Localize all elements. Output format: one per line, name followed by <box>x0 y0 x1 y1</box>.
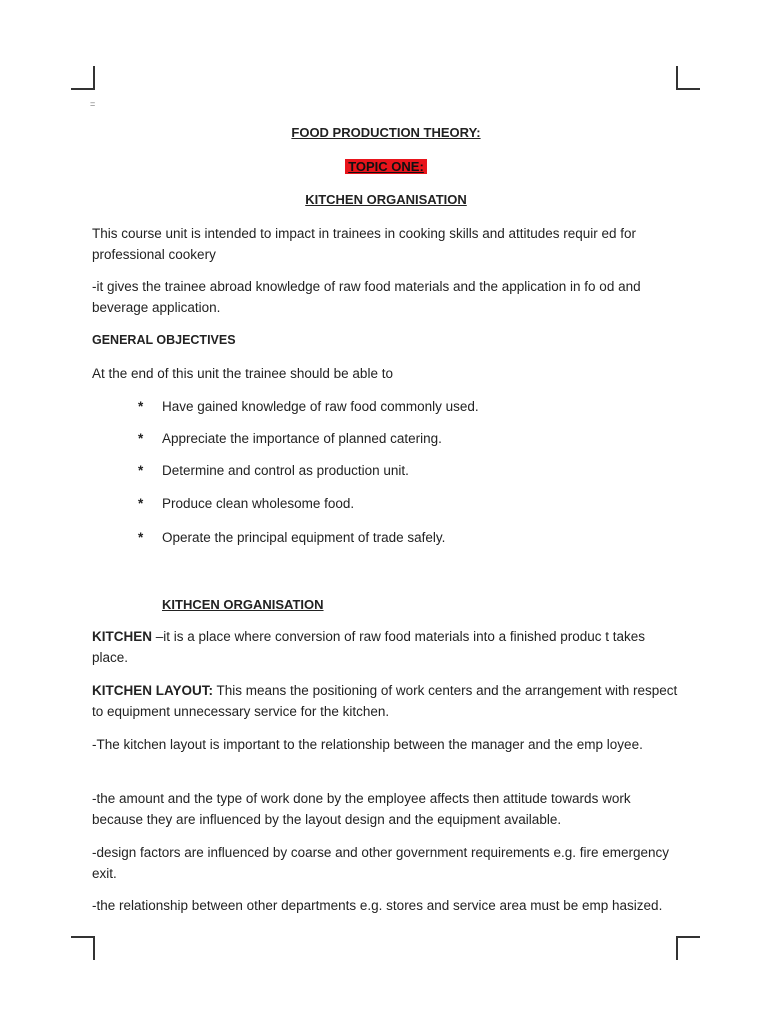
list-item <box>138 494 678 514</box>
topic-label-wrapper <box>92 158 680 176</box>
layout-point-1: -The kitchen layout is important to the relationship between the manager and the emp loyee. <box>92 737 643 752</box>
page-mark: = <box>90 99 96 109</box>
subsection-heading: KITHCEN ORGANISATION <box>162 597 324 612</box>
list-item <box>138 461 678 481</box>
list-item <box>138 397 678 417</box>
topic-label: TOPIC ONE: <box>345 159 427 174</box>
bullet-icon: * <box>138 431 144 446</box>
layout-point-3: -design factors are influenced by coarse and other government requirements e.g. fire emergency exit. <box>92 845 670 881</box>
list-item-text: Produce clean wholesome food. <box>162 496 355 511</box>
crop-mark-bottom-left <box>71 936 95 960</box>
kitchen-layout-text: This means the positioning of work centers and the arrangement with respect to equipment unnecessary service for the kitchen. <box>92 683 678 719</box>
kitchen-layout-definition <box>92 680 680 722</box>
list-item-text: Have gained knowledge of raw food commonly used. <box>162 399 479 414</box>
section-heading: KITCHEN ORGANISATION <box>305 192 467 207</box>
crop-mark-top-left <box>71 66 95 90</box>
intro-paragraph-1: This course unit is intended to impact in trainees in cooking skills and attitudes requir ed for professional cookery <box>92 226 637 262</box>
document-title: FOOD PRODUCTION THEORY: <box>291 125 481 140</box>
kitchen-layout-term: KITCHEN LAYOUT: <box>92 683 214 698</box>
list-item-text: Operate the principal equipment of trade safely. <box>162 530 446 545</box>
list-item <box>138 528 678 548</box>
kitchen-definition <box>92 626 680 668</box>
layout-point-2: -the amount and the type of work done by the employee affects then attitude towards work because they are influenced by the layout design and the equipment available. <box>92 791 631 827</box>
list-item <box>138 429 678 449</box>
bullet-icon: * <box>138 463 144 478</box>
bullet-icon: * <box>138 496 144 511</box>
crop-mark-top-right <box>676 66 700 90</box>
general-objectives-heading: GENERAL OBJECTIVES <box>92 333 236 347</box>
list-item-text: Appreciate the importance of planned catering. <box>162 431 442 446</box>
crop-mark-bottom-right <box>676 936 700 960</box>
intro-paragraph-2: -it gives the trainee abroad knowledge of raw food materials and the application in fo od and beverage application. <box>92 279 641 315</box>
kitchen-term: KITCHEN <box>92 629 152 644</box>
bullet-icon: * <box>138 399 144 414</box>
general-objectives-lead: At the end of this unit the trainee should be able to <box>92 366 393 381</box>
kitchen-definition-text: –it is a place where conversion of raw food materials into a finished produc t takes place. <box>92 629 646 665</box>
layout-point-4: -the relationship between other departments e.g. stores and service area must be emp hasized. <box>92 898 663 913</box>
bullet-icon: * <box>138 530 144 545</box>
list-item-text: Determine and control as production unit. <box>162 463 409 478</box>
